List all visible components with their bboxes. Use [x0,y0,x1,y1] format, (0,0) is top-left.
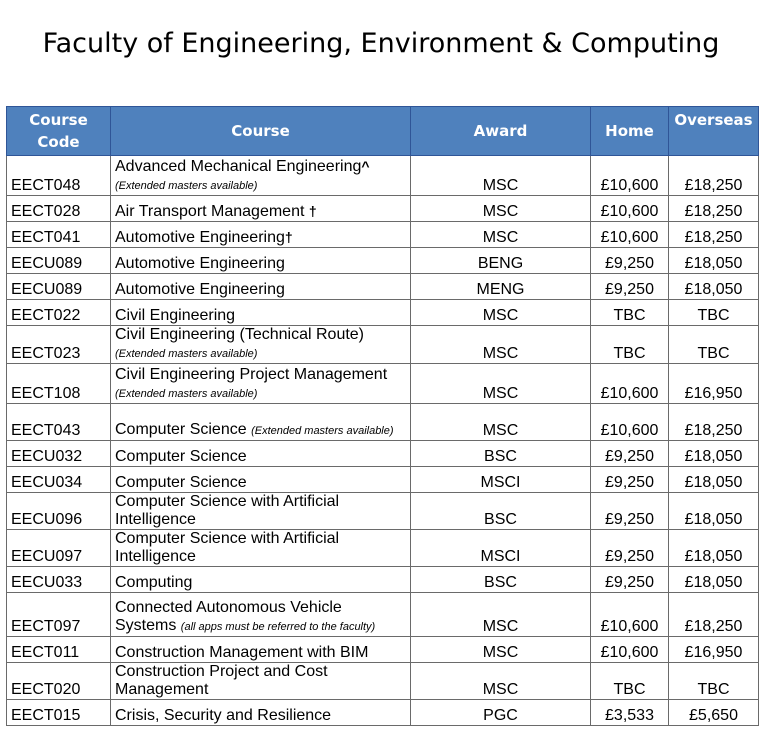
award-cell: PGC [411,700,591,726]
course-code-cell: EECU089 [7,274,111,300]
course-note: (Extended masters available) [251,425,394,437]
table-row [7,567,759,593]
home-fee-cell: £9,250 [591,493,669,530]
overseas-fee-cell: TBC [669,326,759,364]
course-name-cell [111,700,411,726]
award-cell: MSCI [411,467,591,493]
overseas-fee-cell: TBC [669,663,759,700]
home-fee-cell: £9,250 [591,441,669,467]
course-name: Air Transport Management [115,203,309,220]
course-code-cell: EECT022 [7,300,111,326]
overseas-fee-cell: £18,050 [669,274,759,300]
course-name: Automotive Engineering [115,229,285,246]
table-row [7,467,759,493]
header-award: Award [411,107,591,156]
table-row [7,663,759,700]
overseas-fee-cell: TBC [669,300,759,326]
course-code-cell: EECT011 [7,637,111,663]
course-mark: ^ [361,158,370,174]
course-name: Civil Engineering Project Management [115,366,388,383]
overseas-fee-cell: £18,050 [669,493,759,530]
course-name-cell [111,196,411,222]
course-name-cell [111,593,411,637]
home-fee-cell: £10,600 [591,156,669,196]
home-fee-cell: £9,250 [591,530,669,567]
course-name-cell [111,222,411,248]
course-code-cell: EECT028 [7,196,111,222]
fees-table-body [7,156,759,726]
home-fee-cell: £3,533 [591,700,669,726]
course-code-cell: EECT043 [7,404,111,441]
home-fee-cell: £9,250 [591,248,669,274]
course-note: (Extended masters available) [115,388,258,400]
course-name: Automotive Engineering [115,281,285,298]
table-row [7,700,759,726]
table-row [7,441,759,467]
table-row [7,222,759,248]
table-row [7,404,759,441]
home-fee-cell: £10,600 [591,593,669,637]
award-cell: BSC [411,441,591,467]
course-code-cell: EECT108 [7,364,111,404]
course-name-cell [111,274,411,300]
course-name: Connected Autonomous Vehicle Systems [115,599,342,634]
award-cell: MSC [411,404,591,441]
course-name-cell [111,637,411,663]
course-note: (Extended masters available) [115,180,258,192]
course-name-cell [111,404,411,441]
home-fee-cell: £10,600 [591,404,669,441]
overseas-fee-cell: £18,250 [669,404,759,441]
course-name-cell [111,663,411,700]
award-cell: MSC [411,300,591,326]
course-name-cell [111,567,411,593]
course-name: Computer Science [115,421,247,438]
home-fee-cell: £10,600 [591,222,669,248]
table-row [7,326,759,364]
course-code-cell: EECU089 [7,248,111,274]
award-cell: BENG [411,248,591,274]
course-note: (all apps must be referred to the faculty) [180,621,376,633]
course-name: Computing [115,574,193,591]
course-name: Computer Science [115,448,247,465]
overseas-fee-cell: £18,050 [669,441,759,467]
table-row [7,196,759,222]
header-course: Course [111,107,411,156]
course-code-cell: EECT097 [7,593,111,637]
award-cell: MSC [411,663,591,700]
overseas-fee-cell: £18,050 [669,567,759,593]
course-code-cell: EECT048 [7,156,111,196]
home-fee-cell: TBC [591,300,669,326]
course-code-cell: EECU033 [7,567,111,593]
table-row [7,593,759,637]
course-code-cell: EECU097 [7,530,111,567]
overseas-fee-cell: £16,950 [669,637,759,663]
course-name: Computer Science [115,474,247,491]
award-cell: MSC [411,326,591,364]
course-name: Construction Project and Cost Management [115,663,328,698]
course-code-cell: EECT020 [7,663,111,700]
overseas-fee-cell: £18,250 [669,196,759,222]
course-name-cell [111,441,411,467]
home-fee-cell: TBC [591,326,669,364]
course-code-cell: EECU096 [7,493,111,530]
home-fee-cell: £9,250 [591,467,669,493]
table-row [7,274,759,300]
overseas-fee-cell: £16,950 [669,364,759,404]
fees-table [6,106,759,726]
award-cell: MSC [411,593,591,637]
award-cell: MSC [411,156,591,196]
course-name: Crisis, Security and Resilience [115,707,332,724]
header-row [7,107,759,156]
course-name-cell [111,300,411,326]
award-cell: MSC [411,222,591,248]
overseas-fee-cell: £5,650 [669,700,759,726]
table-row [7,493,759,530]
overseas-fee-cell: £18,050 [669,248,759,274]
home-fee-cell: £9,250 [591,567,669,593]
overseas-fee-cell: £18,250 [669,156,759,196]
home-fee-cell: TBC [591,663,669,700]
course-code-cell: EECT023 [7,326,111,364]
award-cell: MSCI [411,530,591,567]
home-fee-cell: £10,600 [591,196,669,222]
course-name: Civil Engineering [115,307,236,324]
overseas-fee-cell: £18,250 [669,593,759,637]
course-mark: † [284,229,293,245]
award-cell: BSC [411,567,591,593]
table-row [7,300,759,326]
award-cell: MSC [411,364,591,404]
course-name: Computer Science with Artificial Intelligence [115,530,340,565]
course-name-cell [111,364,411,404]
course-name: Computer Science with Artificial Intelligence [115,493,340,528]
course-code-cell: EECU032 [7,441,111,467]
table-row [7,248,759,274]
table-row [7,364,759,404]
header-home: Home [591,107,669,156]
award-cell: MENG [411,274,591,300]
header-overseas: Overseas [669,107,759,156]
course-name-cell [111,156,411,196]
table-row [7,637,759,663]
page-title: Faculty of Engineering, Environment & Computing [42,28,720,59]
course-code-cell: EECT041 [7,222,111,248]
home-fee-cell: £10,600 [591,637,669,663]
course-name: Advanced Mechanical Engineering [115,158,362,175]
overseas-fee-cell: £18,050 [669,530,759,567]
table-row [7,530,759,567]
home-fee-cell: £10,600 [591,364,669,404]
course-name: Automotive Engineering [115,255,285,272]
table-row [7,156,759,196]
award-cell: MSC [411,196,591,222]
course-note: (Extended masters available) [115,348,258,360]
course-name: Construction Management with BIM [115,644,369,661]
course-mark: † [308,203,317,219]
course-name-cell [111,493,411,530]
award-cell: MSC [411,637,591,663]
course-name-cell [111,467,411,493]
header-course-code: Course Code [7,107,111,156]
course-code-cell: EECT015 [7,700,111,726]
overseas-fee-cell: £18,250 [669,222,759,248]
course-code-cell: EECU034 [7,467,111,493]
overseas-fee-cell: £18,050 [669,467,759,493]
course-name: Civil Engineering (Technical Route) [115,326,365,343]
course-name-cell [111,326,411,364]
course-name-cell [111,530,411,567]
home-fee-cell: £9,250 [591,274,669,300]
award-cell: BSC [411,493,591,530]
course-name-cell [111,248,411,274]
